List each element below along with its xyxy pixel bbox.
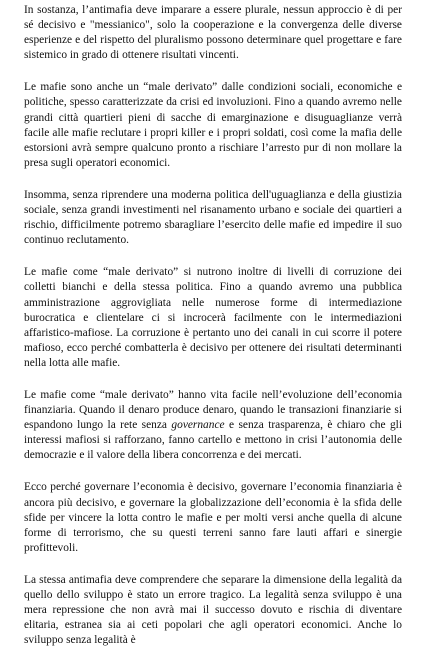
paragraph-3: Insomma, senza riprendere una moderna politica dell'uguaglianza e della giustizia sociale, senza grandi investimenti nel risanamento urbano e sociale dei quartieri a rischio, difficilmente potremo sbaragliare l’esercito delle mafie ed impedire il suo continuo reclutamento. bbox=[24, 188, 402, 247]
paragraph-1: In sostanza, l’antimafia deve imparare a essere plurale, nessun approccio è di per sé decisivo e "messianico", solo la cooperazione e la convergenza delle diverse esperienze e del rispetto del pluralismo possono determinare quel progettare e fare sistemico in grado di ottenere risultati vincenti. bbox=[24, 4, 402, 62]
paragraph-6: Ecco perché governare l’economia è decisivo, governare l’economia finanziaria è ancora più decisivo, e governare la globalizzazione dell’economia è la sfida delle sfide per vincere la lotta contro le mafie e per molti versi anche quella di alcune forme di terrorismo, che su questi terreni sanno fare lauti affari e sinergie profittevoli. bbox=[24, 481, 402, 554]
document-body bbox=[24, 3, 402, 648]
paragraph-7: La stessa antimafia deve comprendere che separare la dimensione della legalità da quello dello sviluppo è stato un errore tragico. La legalità senza sviluppo è una mera repressione che non avrà mai il successo dovuto e rischia di diventare elitaria, estranea sia ai ceti popolari che agli operatori economici. Anche lo sviluppo senza legalità è bbox=[24, 573, 402, 647]
paragraph-5-text-after: e senza trasparenza, è chiaro che gli interessi mafiosi si rafforzano, fanno cartello e mettono in crisi l’autonomia delle democrazie e il valore della libera concorrenza e dei mercati. bbox=[24, 419, 402, 462]
paragraph-5-italic-term: governance bbox=[171, 419, 225, 432]
paragraph-4: Le mafie come “male derivato” si nutrono inoltre di livelli di corruzione dei colletti bianchi e della stessa politica. Fino a quando avremo una pubblica amministrazione aggrovigliata nelle numerose forme di intermediazione burocratica e clientelare ci si incrocerà facilmente con le intermediazioni affaristico-mafiose. La corruzione è pertanto uno dei canali in cui scorre il potere mafioso, ecco perché combatterla è decisivo per ottenere dei risultati determinanti nella lotta alle mafie. bbox=[24, 266, 402, 369]
paragraph-5-text-before: Le mafie come “male derivato” hanno vita facile nell’evoluzione dell’economia finanziaria. Quando il denaro produce denaro, quando le transazioni finanziarie si espandono lungo la rete senza bbox=[24, 388, 402, 432]
paragraph-2: Le mafie sono anche un “male derivato” dalle condizioni sociali, economiche e politiche, spesso caratterizzate da crisi ed involuzioni. Fino a quando avremo nelle grandi città quartieri pieni di sacche di emarginazione e disuguaglianze verrà facile alle mafie reclutare i propri killer e i propri soldati, così come la mafia delle estorsioni avrà sempre qualcuno pronto a rischiare l’arresto pur di non mollare la presa sugli operatori economici. bbox=[24, 81, 402, 169]
paragraph-5 bbox=[24, 388, 402, 463]
